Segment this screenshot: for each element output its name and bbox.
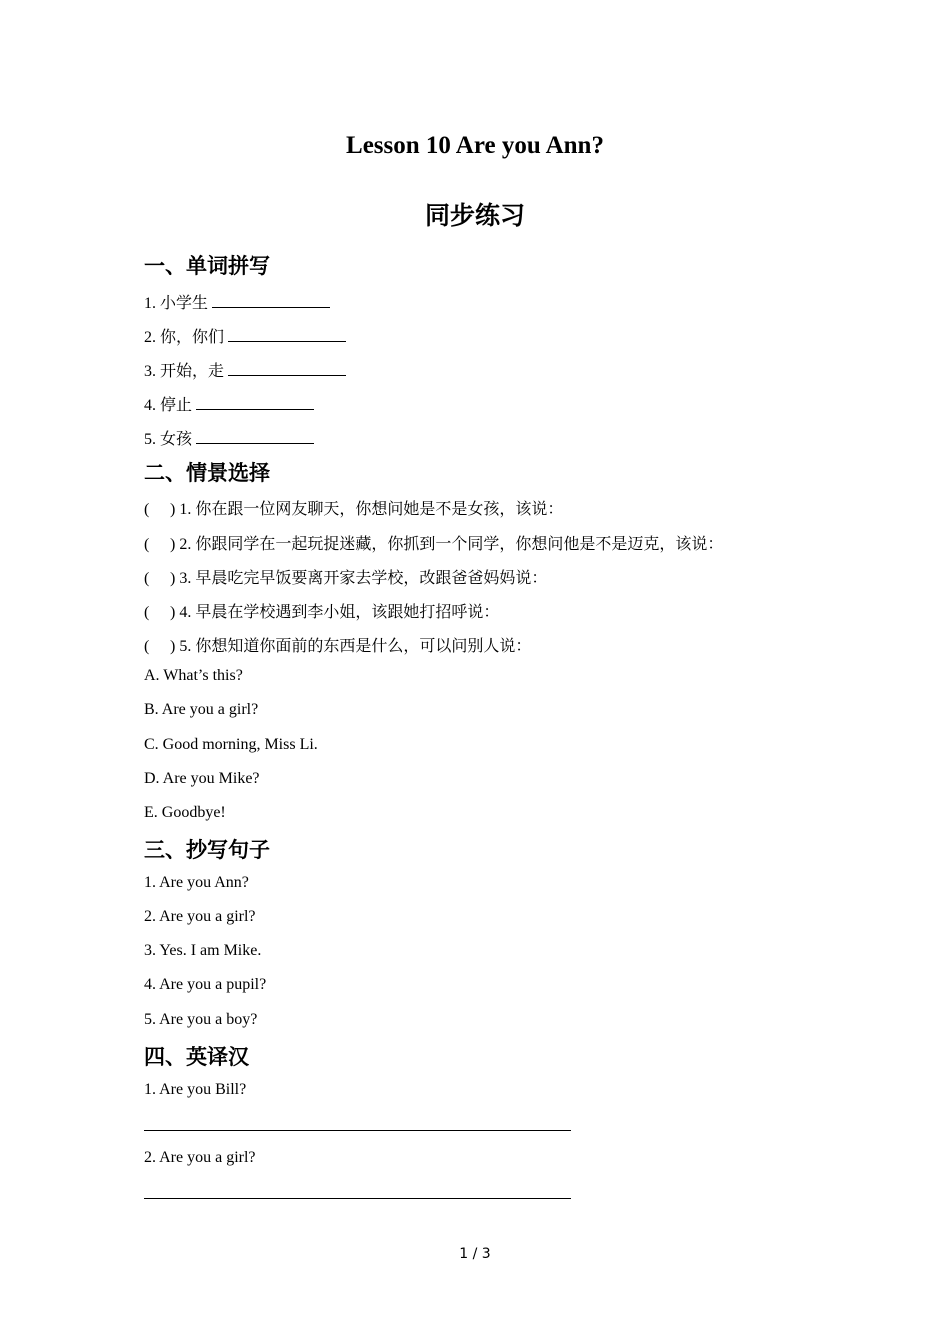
copy-sentence: 3. Yes. I am Mike. xyxy=(144,942,262,959)
choice-question: ( ) 1. 你在跟一位网友聊天，你想问她是不是女孩，该说： xyxy=(144,501,564,518)
section-2-heading: 二、情景选择 xyxy=(144,461,270,485)
answer-line[interactable] xyxy=(144,1198,571,1199)
lesson-title: Lesson 10 Are you Ann? xyxy=(346,132,604,159)
choice-option: E. Goodbye! xyxy=(144,804,226,821)
answer-blank[interactable] xyxy=(196,429,314,444)
answer-blank[interactable] xyxy=(196,395,314,410)
choice-question: ( ) 4. 早晨在学校遇到李小姐，该跟她打招呼说： xyxy=(144,604,500,621)
answer-blank[interactable] xyxy=(228,361,346,376)
translate-sentence: 1. Are you Bill? xyxy=(144,1081,247,1098)
choice-option: C. Good morning, Miss Li. xyxy=(144,736,318,753)
section-1-heading: 一、单词拼写 xyxy=(144,254,270,278)
word-item: 4. 停止 xyxy=(144,392,314,415)
copy-sentence: 2. Are you a girl? xyxy=(144,908,256,925)
word-item: 3. 开始，走 xyxy=(144,358,346,381)
word-item: 1. 小学生 xyxy=(144,290,330,313)
answer-blank[interactable] xyxy=(212,293,330,308)
copy-sentence: 4. Are you a pupil? xyxy=(144,976,267,993)
word-item: 2. 你，你们 xyxy=(144,324,346,347)
answer-blank[interactable] xyxy=(228,327,346,342)
answer-line[interactable] xyxy=(144,1130,571,1131)
copy-sentence: 1. Are you Ann? xyxy=(144,874,249,891)
choice-question: ( ) 3. 早晨吃完早饭要离开家去学校，改跟爸爸妈妈说： xyxy=(144,570,548,587)
choice-option: D. Are you Mike? xyxy=(144,770,260,787)
copy-sentence: 5. Are you a boy? xyxy=(144,1011,258,1028)
page-number: 1 / 3 xyxy=(459,1246,491,1262)
page-subtitle: 同步练习 xyxy=(424,203,525,230)
choice-option: B. Are you a girl? xyxy=(144,701,259,718)
word-item: 5. 女孩 xyxy=(144,426,314,449)
section-4-heading: 四、英译汉 xyxy=(144,1045,249,1069)
section-3-heading: 三、抄写句子 xyxy=(144,838,270,862)
choice-option: A. What’s this? xyxy=(144,667,243,684)
choice-question: ( ) 2. 你跟同学在一起玩捉迷藏，你抓到一个同学，你想问他是不是迈克，该说： xyxy=(144,536,724,553)
choice-question: ( ) 5. 你想知道你面前的东西是什么，可以问别人说： xyxy=(144,638,532,655)
translate-sentence: 2. Are you a girl? xyxy=(144,1149,256,1166)
